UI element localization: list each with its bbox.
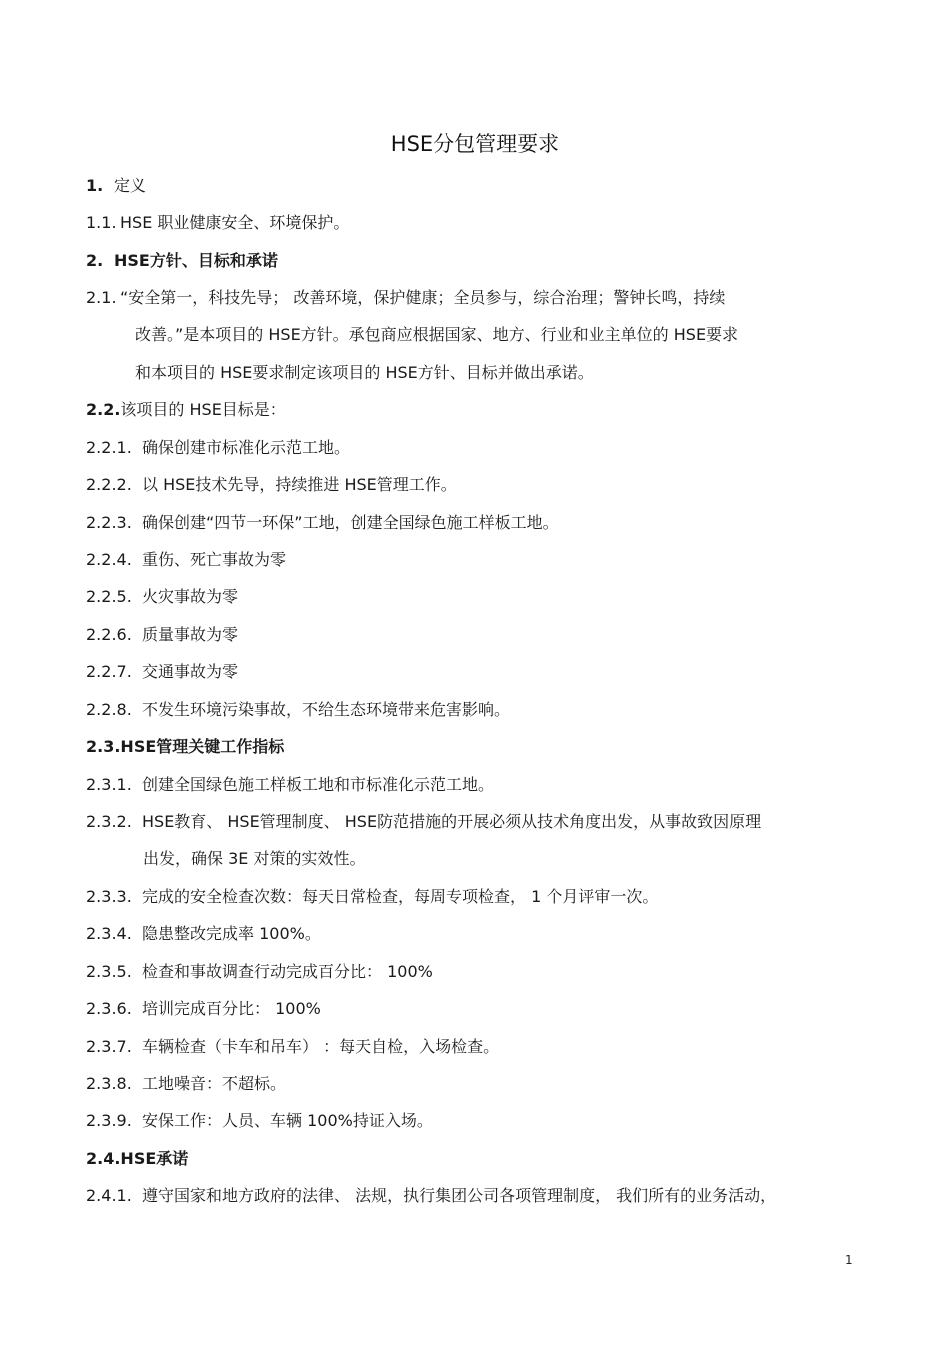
line-text: 工地噪音：不超标。 — [142, 1074, 287, 1093]
line-number: 2.2. — [86, 400, 121, 419]
list-item — [86, 810, 761, 834]
subsection-heading — [86, 735, 284, 759]
line-text: 创建全国绿色施工样板工地和市标准化示范工地。 — [142, 775, 495, 794]
list-item — [86, 585, 238, 609]
list-item — [86, 548, 286, 572]
line-text: 质量事故为零 — [142, 625, 239, 644]
line-number: 2.1. — [86, 288, 117, 307]
line-number: 2.3.1. — [86, 775, 132, 794]
list-item — [86, 698, 510, 722]
line-number: 2.3. — [86, 737, 121, 756]
line-text: HSE承诺 — [120, 1149, 189, 1168]
line-number: 2.2.1. — [86, 438, 132, 457]
line-number: 2.2.3. — [86, 513, 132, 532]
line-text: 不发生环境污染事故，不给生态环境带来危害影响。 — [142, 700, 511, 719]
line-text: 确保创建“四节一环保”工地，创建全国绿色施工样板工地。 — [142, 513, 559, 532]
line-number: 2.2.6. — [86, 625, 132, 644]
list-item — [86, 960, 433, 984]
list-item — [86, 1072, 286, 1096]
line-number: 2.3.8. — [86, 1074, 132, 1093]
line-number: 2.3.7. — [86, 1037, 132, 1056]
line-text: 车辆检查（卡车和吊车） ：每天自检，入场检查。 — [142, 1037, 500, 1056]
line-text: HSE方针、目标和承诺 — [114, 251, 278, 270]
line-text: HSE管理关键工作指标 — [120, 737, 285, 756]
paragraph-line — [86, 286, 725, 310]
paragraph-continuation — [135, 361, 594, 385]
page-number: 1 — [845, 1253, 853, 1267]
list-item — [86, 1109, 433, 1133]
line-text: 重伤、死亡事故为零 — [142, 550, 287, 569]
line-number: 2.4. — [86, 1149, 121, 1168]
list-item — [86, 511, 559, 535]
document-title: HSE分包管理要求 — [390, 132, 560, 156]
line-number: 2.3.5. — [86, 962, 132, 981]
line-text: “安全第一，科技先导； 改善环境，保护健康；全员参与，综合治理；警钟长鸣，持续 — [120, 288, 726, 307]
subsection-heading — [86, 398, 286, 422]
line-text: 以 HSE技术先导，持续推进 HSE管理工作。 — [142, 475, 457, 494]
list-item — [86, 997, 321, 1021]
line-number: 2.2.2. — [86, 475, 132, 494]
line-text: 培训完成百分比： 100% — [142, 999, 321, 1018]
paragraph-line — [86, 211, 349, 235]
line-text: 交通事故为零 — [142, 662, 239, 681]
line-text: 确保创建市标准化示范工地。 — [142, 438, 351, 457]
list-item — [86, 623, 238, 647]
line-text: 检查和事故调查行动完成百分比： 100% — [142, 962, 433, 981]
list-item — [86, 473, 457, 497]
line-text: 安保工作：人员、车辆 100%持证入场。 — [142, 1111, 433, 1130]
line-text: 隐患整改完成率 100%。 — [142, 924, 321, 943]
list-item — [86, 1035, 499, 1059]
line-number: 2.3.6. — [86, 999, 132, 1018]
section-heading-1 — [86, 174, 146, 198]
list-item — [86, 773, 494, 797]
line-number: 2. — [86, 251, 104, 270]
list-item — [86, 660, 238, 684]
list-item — [86, 1184, 776, 1208]
line-number: 2.3.4. — [86, 924, 132, 943]
line-number: 2.3.3. — [86, 887, 132, 906]
line-number: 1.1. — [86, 213, 117, 232]
line-text: 和本项目的 HSE要求制定该项目的 HSE方针、目标并做出承诺。 — [135, 363, 594, 382]
line-text: 火灾事故为零 — [142, 587, 239, 606]
list-item — [86, 885, 658, 909]
line-text: 改善。”是本项目的 HSE方针。承包商应根据国家、地方、行业和业主单位的 HSE要求 — [135, 325, 739, 344]
line-number: 2.3.9. — [86, 1111, 132, 1130]
paragraph-continuation — [135, 323, 738, 347]
line-text: 遵守国家和地方政府的法律、 法规，执行集团公司各项管理制度， 我们所有的业务活动， — [142, 1186, 777, 1205]
subsection-heading — [86, 1147, 188, 1171]
line-number: 2.3.2. — [86, 812, 132, 831]
line-number: 2.4.1. — [86, 1186, 132, 1205]
line-text: HSE 职业健康安全、环境保护。 — [120, 213, 350, 232]
line-number: 2.2.5. — [86, 587, 132, 606]
list-item — [86, 922, 321, 946]
section-heading-2 — [86, 249, 278, 273]
list-item — [86, 436, 350, 460]
line-number: 2.2.8. — [86, 700, 132, 719]
line-text: 完成的安全检查次数：每天日常检查，每周专项检查， 1 个月评审一次。 — [142, 887, 659, 906]
line-number: 2.2.4. — [86, 550, 132, 569]
list-item-continuation — [143, 847, 365, 871]
line-text: HSE教育、 HSE管理制度、 HSE防范措施的开展必须从技术角度出发，从事故致因原理 — [142, 812, 762, 831]
line-text: 出发，确保 3E 对策的实效性。 — [143, 849, 366, 868]
line-number: 2.2.7. — [86, 662, 132, 681]
line-number: 1. — [86, 176, 104, 195]
line-text: 该项目的 HSE目标是： — [120, 400, 286, 419]
line-text: 定义 — [114, 176, 147, 195]
